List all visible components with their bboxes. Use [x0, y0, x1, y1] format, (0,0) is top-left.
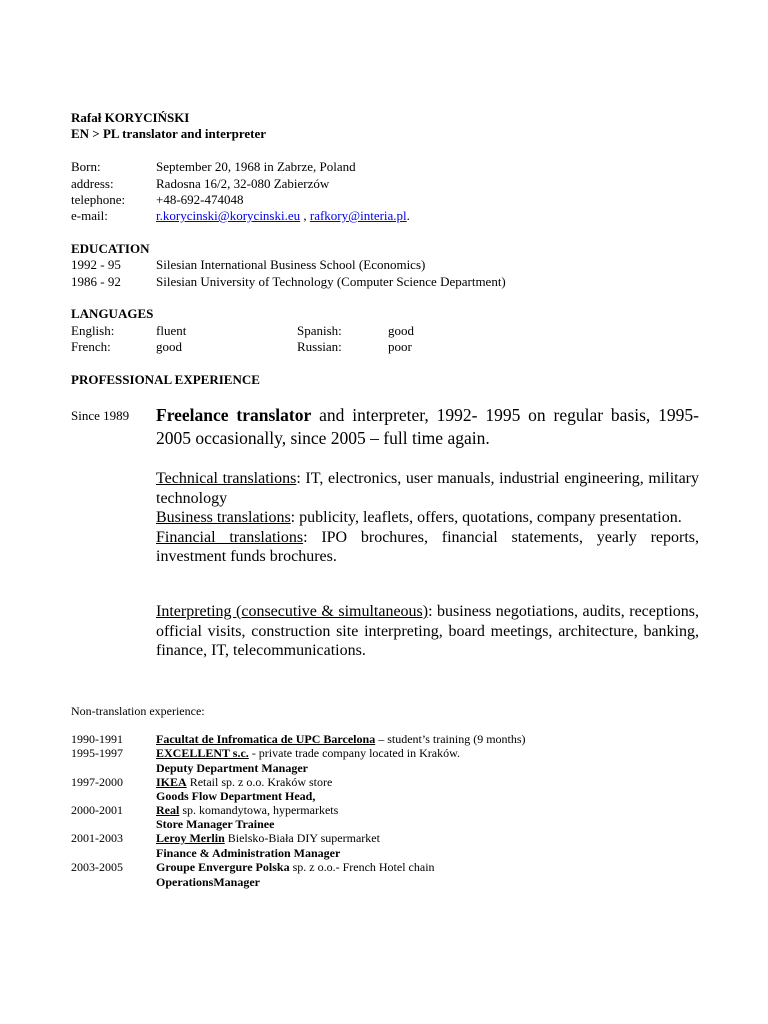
- job-detail: - private trade company located in Kraków.: [248, 746, 460, 760]
- language-level: good: [388, 323, 414, 338]
- job-detail: Retail sp. z o.o. Kraków store: [186, 775, 333, 789]
- freelance-title: Freelance translator: [156, 405, 312, 425]
- cv-name: Rafał KORYCIŃSKI: [71, 110, 190, 125]
- technical-text: : IT, electronics, user manuals, industrial engineering, military technology: [156, 470, 700, 507]
- email-end: .: [406, 208, 410, 223]
- cv-title: EN > PL translator and interpreter: [71, 126, 267, 141]
- language-name: French:: [71, 339, 111, 354]
- language-level: good: [156, 339, 182, 354]
- language-level: poor: [388, 339, 412, 354]
- job-role: Deputy Department Manager: [156, 761, 308, 775]
- job-detail: sp. komandytowa, hypermarkets: [179, 803, 339, 817]
- technical-label: Technical translations: [156, 470, 297, 487]
- education-years: 1992 - 95: [71, 257, 121, 272]
- email-link-primary[interactable]: r.korycinski@korycinski.eu: [156, 208, 301, 223]
- job-detail: – student’s training (9 months): [375, 732, 526, 746]
- job-years: 1995-1997: [71, 746, 123, 760]
- education-school: Silesian University of Technology (Computer Science Department): [156, 274, 506, 289]
- job-entry: [156, 775, 332, 789]
- job-years: 1997-2000: [71, 775, 123, 789]
- job-entry: [156, 860, 435, 874]
- education-years: 1986 - 92: [71, 274, 121, 289]
- job-years: 2001-2003: [71, 831, 123, 845]
- email-label: e-mail:: [71, 208, 108, 223]
- freelance-description: and interpreter, 1992- 1995 on regular basis, 1995-2005 occasionally, since 2005 – full time again.: [156, 405, 699, 448]
- job-detail: sp. z o.o.- French Hotel chain: [289, 860, 435, 874]
- freelance-intro: [156, 404, 699, 450]
- job-detail: Bielsko-Biała DIY supermarket: [224, 831, 380, 845]
- job-role: OperationsManager: [156, 875, 260, 889]
- job-entry: [156, 803, 338, 817]
- languages-heading: LANGUAGES: [71, 306, 154, 321]
- job-company: Facultat de Infromatica de UPC Barcelona: [156, 732, 376, 746]
- job-years: 2000-2001: [71, 803, 123, 817]
- experience-since: Since 1989: [71, 408, 130, 423]
- job-company: Groupe Envergure Polska: [156, 860, 290, 874]
- job-role: Finance & Administration Manager: [156, 846, 341, 860]
- translation-fields: [156, 469, 699, 567]
- interpreting-text: : business negotiations, audits, receptions, official visits, construction site interpreting, board meetings, architecture, banking, finance, IT, telecommunications.: [156, 603, 699, 660]
- born-label: Born:: [71, 159, 101, 174]
- telephone-value: +48-692-474048: [156, 192, 244, 207]
- interpreting-section: [156, 602, 699, 661]
- education-heading: EDUCATION: [71, 241, 150, 256]
- business-label: Business translations: [156, 509, 291, 527]
- job-years: 1990-1991: [71, 732, 123, 746]
- language-level: fluent: [156, 323, 187, 338]
- financial-translations: [156, 528, 699, 567]
- education-school: Silesian International Business School (Economics): [156, 257, 426, 272]
- email-value: [156, 208, 410, 224]
- business-text: : publicity, leaflets, offers, quotations, company presentation.: [290, 509, 682, 527]
- financial-label: Financial translations: [156, 528, 304, 546]
- job-years: 2003-2005: [71, 860, 123, 874]
- job-role: Store Manager Trainee: [156, 817, 275, 831]
- telephone-label: telephone:: [71, 192, 126, 207]
- language-name: English:: [71, 323, 115, 338]
- business-translations: [156, 508, 699, 528]
- job-role: Goods Flow Department Head,: [156, 789, 316, 803]
- language-name: Russian:: [297, 339, 342, 354]
- email-separator: ,: [300, 208, 310, 223]
- job-company: IKEA: [156, 775, 187, 789]
- email-link-secondary[interactable]: rafkory@interia.pl: [309, 208, 407, 223]
- financial-text: : IPO brochures, financial statements, yearly reports, investment funds brochures.: [156, 528, 699, 566]
- born-value: September 20, 1968 in Zabrze, Poland: [156, 159, 356, 174]
- experience-heading: PROFESSIONAL EXPERIENCE: [71, 372, 260, 387]
- job-entry: [156, 732, 526, 746]
- language-name: Spanish:: [297, 323, 342, 338]
- job-company: Leroy Merlin: [156, 831, 225, 845]
- address-label: address:: [71, 176, 114, 191]
- job-company: EXCELLENT s.c.: [156, 746, 249, 760]
- address-value: Radosna 16/2, 32-080 Zabierzów: [156, 176, 330, 191]
- job-company: Real: [156, 803, 180, 817]
- job-entry: [156, 831, 380, 845]
- job-entry: [156, 746, 460, 760]
- interpreting-label: Interpreting (consecutive & simultaneous): [156, 603, 429, 620]
- non-translation-heading: Non-translation experience:: [71, 704, 205, 718]
- technical-translations: [156, 469, 699, 508]
